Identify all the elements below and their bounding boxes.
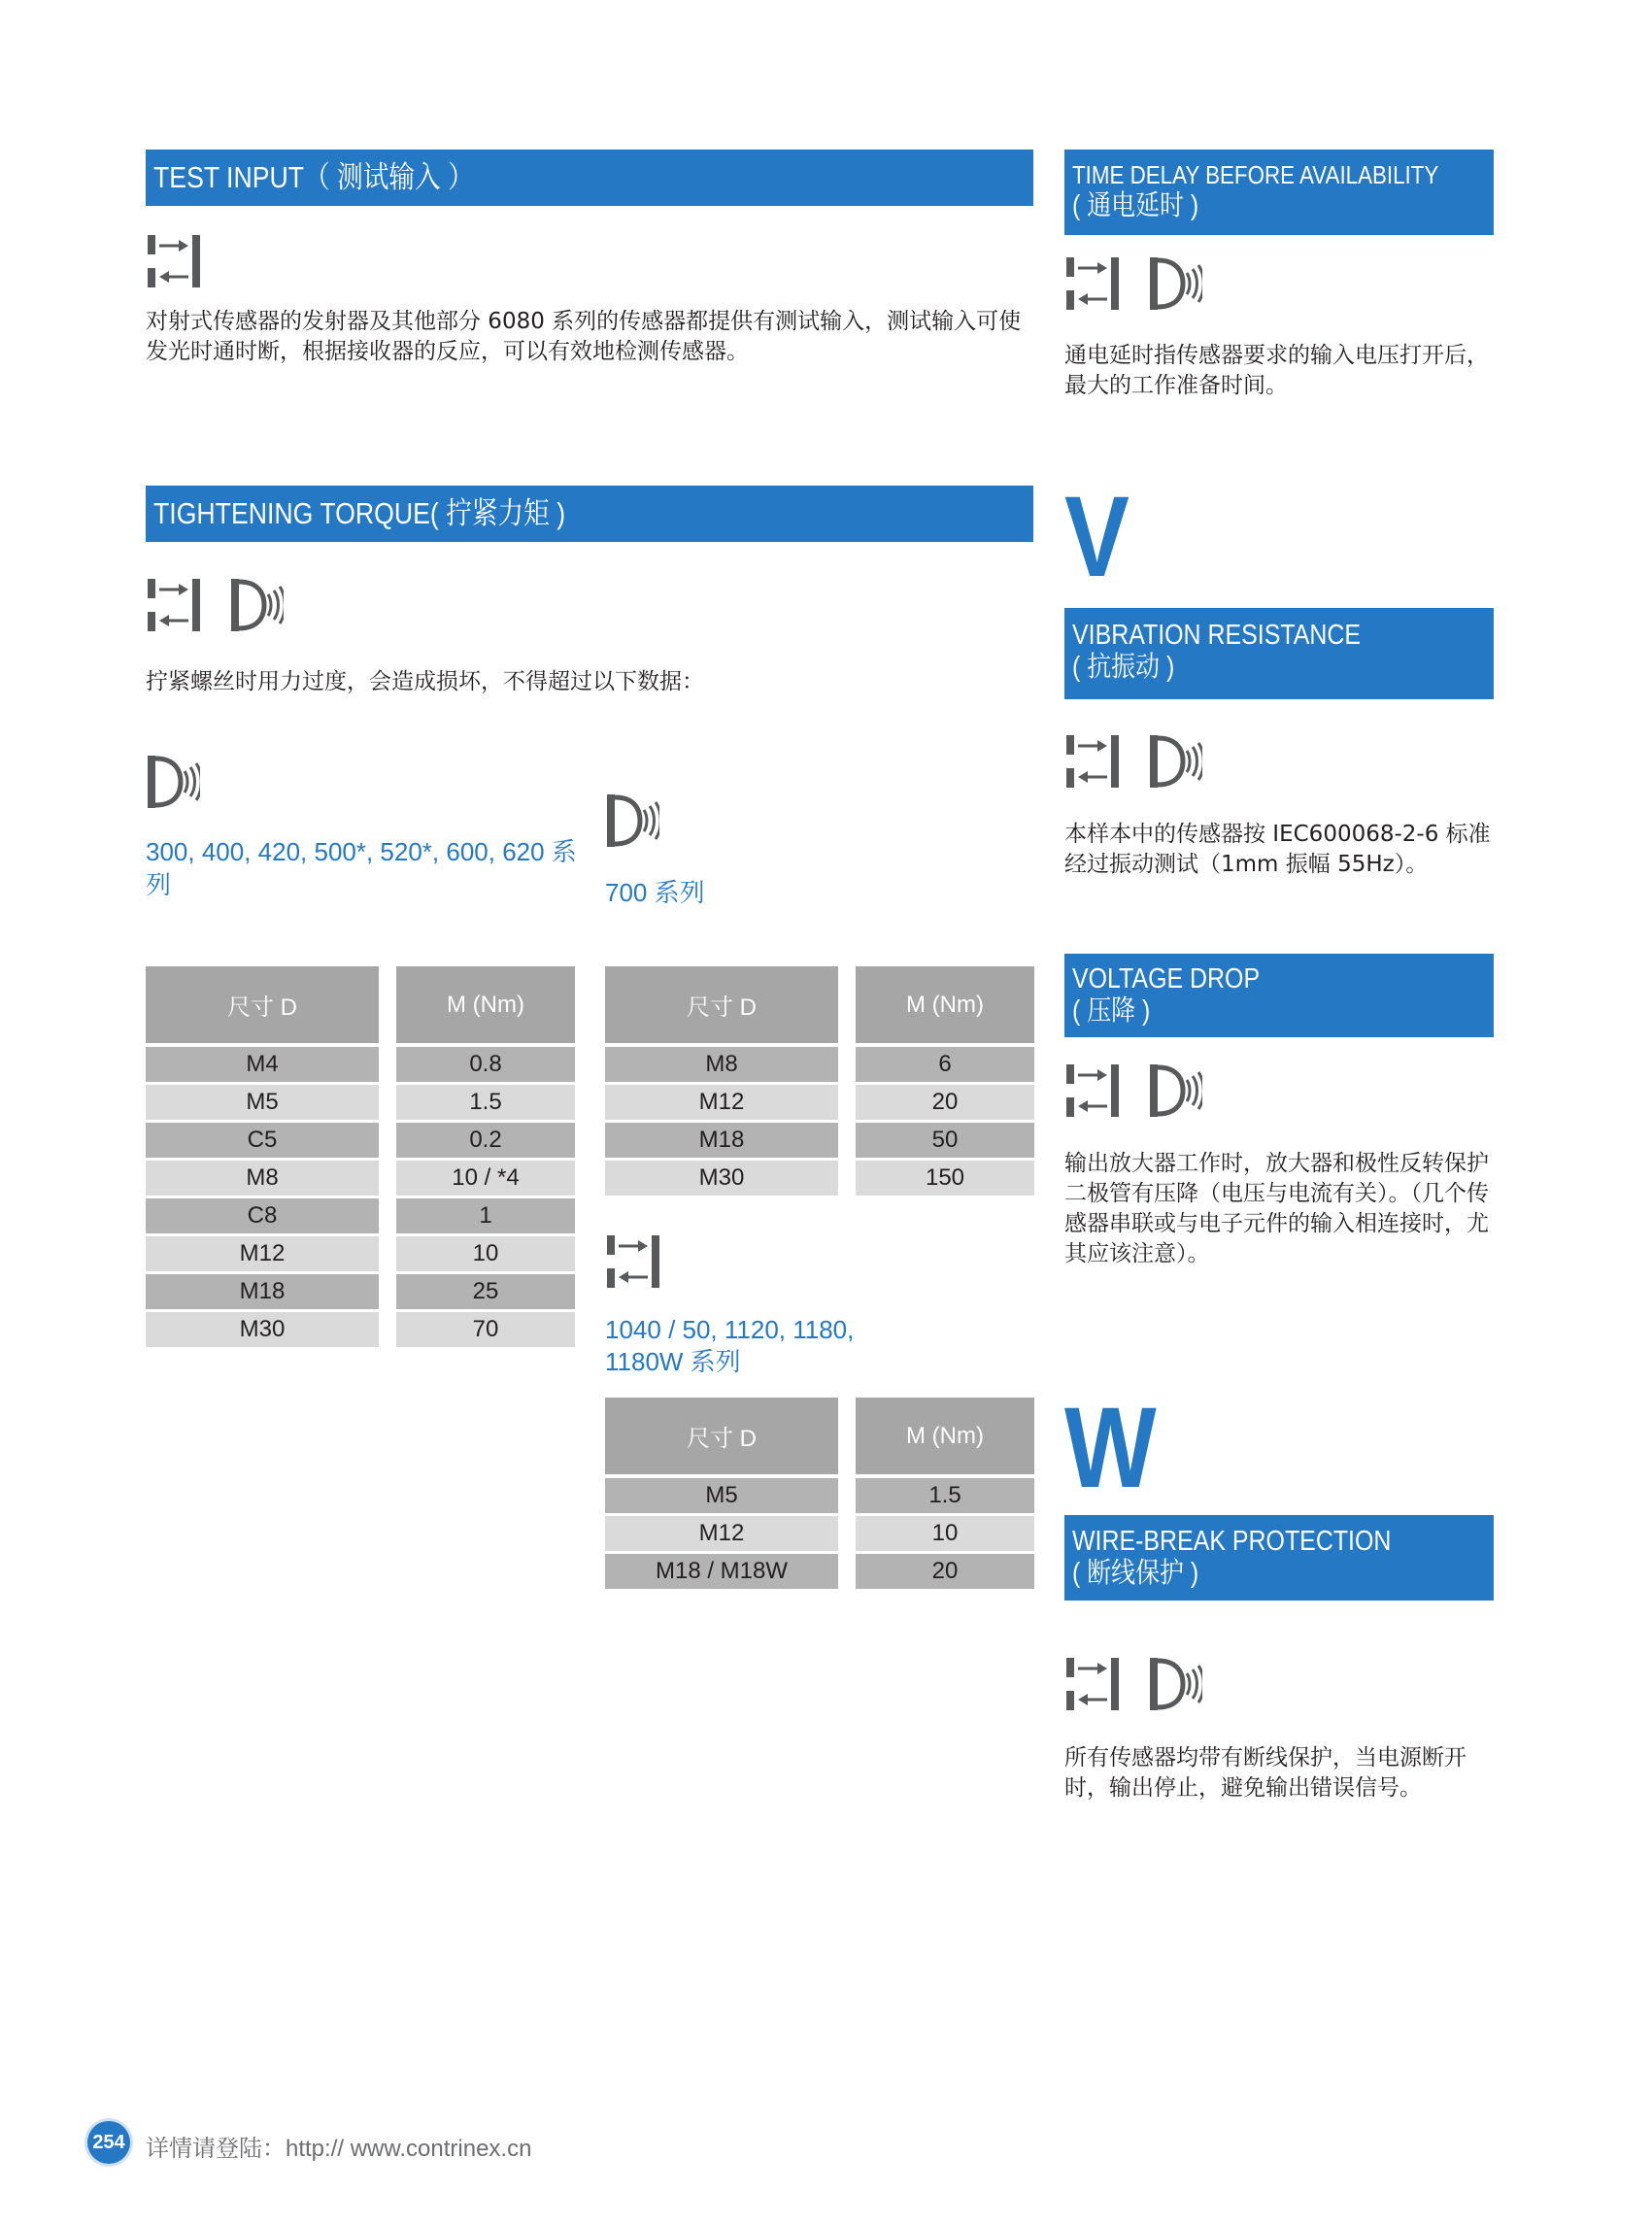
tightening-torque-description: 拧紧螺丝时用力过度，会造成损坏，不得超过以下数据： (146, 669, 704, 694)
series-a-label: 300, 400, 420, 500*, 520*, 600, 620 系列 (146, 837, 577, 899)
size-cell: M30 (146, 1312, 379, 1350)
vibration-title-line2: ( 抗振动 ) (1072, 652, 1175, 683)
through-beam-icon (148, 235, 200, 287)
time-delay-description: 通电延时指传感器要求的输入电压打开后，最大的工作准备时间。 (1064, 343, 1489, 398)
torque-cell: 20 (856, 1554, 1034, 1592)
voltage-drop-title-line1: VOLTAGE DROP (1072, 963, 1261, 995)
test-input-description: 对射式传感器的发射器及其他部分 6080 系列的传感器都提供有测试输入，测试输入可使发光时通时断，根据接收器的反应，可以有效地检测传感器。 (146, 309, 1022, 364)
torque-column-header: M (Nm) (856, 966, 1034, 1047)
voltage-drop-header (1064, 954, 1494, 1037)
wire-break-title-line1: WIRE-BREAK PROTECTION (1072, 1526, 1392, 1557)
size-cell: M18 / M18W (605, 1554, 838, 1592)
table-row (146, 1274, 575, 1312)
diffuse-sensor-icon (1150, 257, 1202, 310)
torque-cell: 20 (856, 1085, 1034, 1123)
series-c-label-line1: 1040 / 50, 1120, 1180, (605, 1315, 855, 1344)
torque-table-a (146, 966, 575, 1350)
size-column-header: 尺寸 D (146, 966, 379, 1047)
series-c-label-line2: 1180W 系列 (605, 1347, 741, 1376)
torque-cell: 70 (396, 1312, 575, 1350)
size-cell: M5 (146, 1085, 379, 1123)
table-row (146, 1198, 575, 1236)
size-column-header: 尺寸 D (605, 966, 838, 1047)
table-header-row (146, 966, 575, 1047)
table-header-row (605, 1398, 1034, 1478)
size-cell: M30 (605, 1161, 838, 1198)
table-row (605, 1123, 1034, 1161)
torque-cell: 10 / *4 (396, 1161, 575, 1198)
size-cell: M12 (146, 1236, 379, 1274)
diffuse-sensor-icon (148, 756, 200, 808)
test-input-title: TEST INPUT（ 测试输入 ） (153, 160, 474, 194)
tightening-torque-header (146, 486, 1033, 542)
torque-table-c (605, 1398, 1034, 1592)
tightening-torque-title: TIGHTENING TORQUE( 拧紧力矩 ) (153, 496, 566, 530)
torque-cell: 10 (396, 1236, 575, 1274)
torque-cell: 25 (396, 1274, 575, 1312)
table-row (605, 1161, 1034, 1198)
section-letter-w: W (1064, 1384, 1157, 1512)
table-row (146, 1161, 575, 1198)
torque-table-b (605, 966, 1034, 1198)
table-row (146, 1123, 575, 1161)
diffuse-sensor-icon (1150, 1064, 1202, 1117)
size-cell: M12 (605, 1085, 838, 1123)
size-cell: M18 (146, 1274, 379, 1312)
size-column-header: 尺寸 D (605, 1398, 838, 1478)
size-cell: M18 (605, 1123, 838, 1161)
table-header-row (605, 966, 1034, 1047)
section-letter-v: V (1064, 473, 1129, 601)
table-row (605, 1085, 1034, 1123)
series-b-label: 700 系列 (605, 878, 705, 907)
wire-break-header (1064, 1515, 1494, 1601)
through-beam-icon (1066, 257, 1119, 310)
size-cell: C5 (146, 1123, 379, 1161)
size-cell: C8 (146, 1198, 379, 1236)
torque-cell: 0.2 (396, 1123, 575, 1161)
size-cell: M12 (605, 1516, 838, 1554)
torque-column-header: M (Nm) (856, 1398, 1034, 1478)
footer-website-text: 详情请登陆：http:// www.contrinex.cn (146, 2136, 532, 2162)
vibration-description: 本样本中的传感器按 IEC600068-2-6 标准经过振动测试（1mm 振幅 55Hz）。 (1064, 822, 1491, 877)
time-delay-title-line2: ( 通电延时 ) (1072, 190, 1199, 221)
wire-break-description: 所有传感器均带有断线保护，当电源断开时，输出停止，避免输出错误信号。 (1064, 1745, 1467, 1801)
diffuse-sensor-icon (1150, 735, 1202, 788)
through-beam-icon (148, 579, 200, 631)
table-row (146, 1236, 575, 1274)
table-row (146, 1312, 575, 1350)
table-row (605, 1047, 1034, 1085)
table-row (605, 1516, 1034, 1554)
torque-cell: 10 (856, 1516, 1034, 1554)
torque-column-header: M (Nm) (396, 966, 575, 1047)
size-cell: M5 (605, 1478, 838, 1516)
time-delay-title-line1: TIME DELAY BEFORE AVAILABILITY (1072, 160, 1439, 189)
torque-cell: 0.8 (396, 1047, 575, 1085)
voltage-drop-title-line2: ( 压降 ) (1072, 995, 1151, 1027)
table-row (146, 1047, 575, 1085)
torque-cell: 1 (396, 1198, 575, 1236)
vibration-title-line1: VIBRATION RESISTANCE (1072, 620, 1362, 651)
through-beam-icon (1066, 735, 1119, 788)
size-cell: M4 (146, 1047, 379, 1085)
torque-cell: 1.5 (396, 1085, 575, 1123)
size-cell: M8 (605, 1047, 838, 1085)
page-number-badge: 254 (87, 2121, 130, 2164)
time-delay-header (1064, 150, 1494, 235)
through-beam-icon (1066, 1064, 1119, 1117)
diffuse-sensor-icon (231, 579, 284, 631)
table-row (605, 1478, 1034, 1516)
table-row (146, 1085, 575, 1123)
test-input-header (146, 150, 1033, 206)
diffuse-sensor-icon (1150, 1658, 1202, 1710)
wire-break-title-line2: ( 断线保护 ) (1072, 1558, 1199, 1589)
through-beam-icon (607, 1235, 659, 1288)
torque-cell: 6 (856, 1047, 1034, 1085)
through-beam-icon (1066, 1658, 1119, 1710)
torque-cell: 150 (856, 1161, 1034, 1198)
vibration-header (1064, 608, 1494, 699)
voltage-drop-description: 输出放大器工作时，放大器和极性反转保护二极管有压降（电压与电流有关）。（几个传感器串联或与电子元件的输入相连接时，尤其应该注意）。 (1064, 1151, 1489, 1266)
diffuse-sensor-icon (607, 794, 659, 847)
size-cell: M8 (146, 1161, 379, 1198)
torque-cell: 1.5 (856, 1478, 1034, 1516)
table-row (605, 1554, 1034, 1592)
torque-cell: 50 (856, 1123, 1034, 1161)
